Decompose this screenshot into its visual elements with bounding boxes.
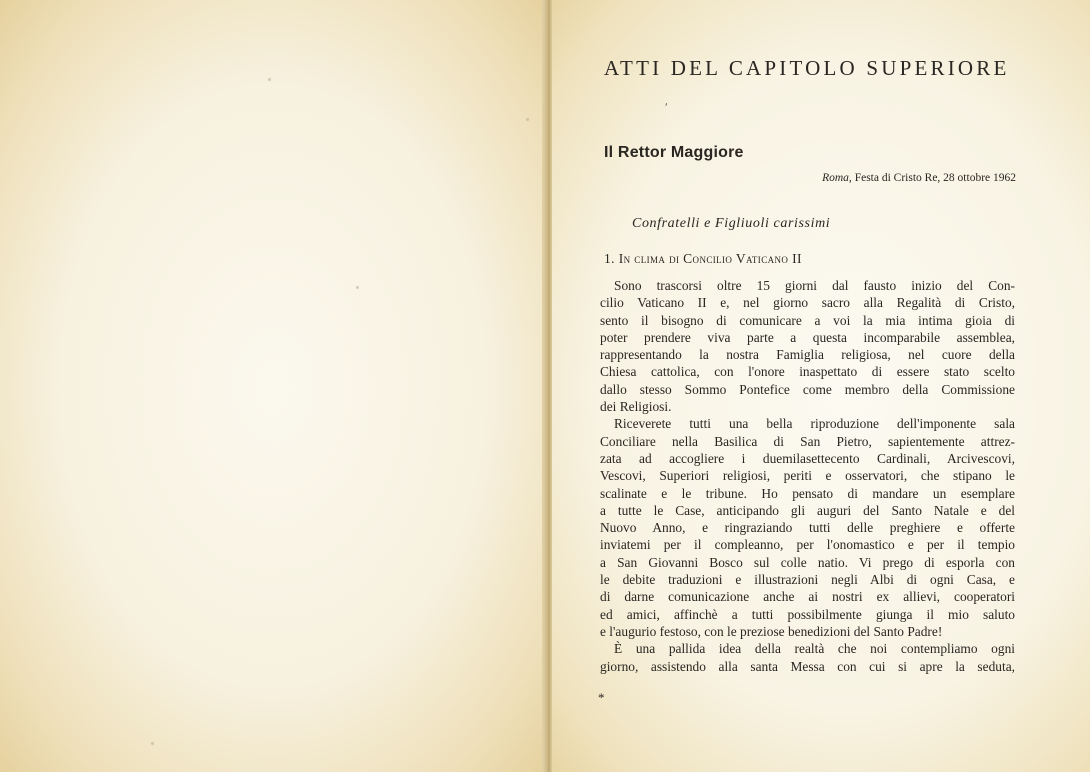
text-line: È una pallida idea della realtà che noi contempliamo ogni <box>614 641 1015 657</box>
text-line: Nuovo Anno, e ringraziando tutti delle preghiere e offerte <box>600 520 1015 536</box>
section-heading <box>604 251 802 267</box>
text-line: dei Religiosi. <box>600 399 672 415</box>
paragraph-1 <box>600 277 1015 415</box>
paper-speck <box>268 78 271 81</box>
text-line: dallo stesso Sommo Pontefice come membro della Commissione <box>600 381 1015 397</box>
right-page <box>552 0 1090 772</box>
text-line: inviatemi per il compleanno, per l'onomastico e per il tempio <box>600 537 1015 553</box>
body-text <box>600 277 1015 675</box>
text-line: Sono trascorsi oltre 15 giorni dal fausto inizio del Con- <box>614 278 1015 293</box>
text-line: sento il bisogno di comunicare a voi la mia intima gioia di <box>600 312 1015 328</box>
section-title: Il Rettor Maggiore <box>604 144 744 161</box>
text-line: Conciliare nella Basilica di San Pietro, sapientemente attrez- <box>600 433 1015 449</box>
paragraph-3 <box>600 640 1015 675</box>
footnote-mark: * <box>598 690 605 705</box>
dateline <box>604 172 1016 184</box>
text-line: e l'augurio festoso, con le preziose benedizioni del Santo Padre! <box>600 623 943 639</box>
printer-ornament: ⸴ <box>665 97 668 109</box>
text-line: a San Giovanni Bosco sul colle natio. Vi prego di esporla con <box>600 554 1015 570</box>
text-line: zata ad accogliere i duemilasettecento Cardinali, Arcivescovi, <box>600 450 1015 466</box>
text-line: scalinate e le tribune. Ho pensato di mandare un esemplare <box>600 485 1015 501</box>
dateline-rest: Festa di Cristo Re, 28 ottobre 1962 <box>854 172 1016 184</box>
text-line: le debite traduzioni e illustrazioni negli Albi di ogni Casa, e <box>600 572 1015 588</box>
salutation: Confratelli e Figliuoli carissimi <box>632 216 831 231</box>
text-line: cilio Vaticano II e, nel giorno sacro alla Regalità di Cristo, <box>600 295 1015 311</box>
text-line: Chiesa cattolica, con l'onore inaspettato di essere stato scelto <box>600 364 1015 380</box>
text-line: a tutte le Case, anticipando gli auguri del Santo Natale e del <box>600 502 1015 518</box>
text-line: poter prendere viva parte a questa incomparabile assemblea, <box>600 329 1015 345</box>
text-line: rappresentando la nostra Famiglia religiosa, nel cuore della <box>600 347 1015 363</box>
heading-text: In clima di Concilio Vaticano II <box>618 251 802 266</box>
running-head: ATTI DEL CAPITOLO SUPERIORE <box>604 56 1010 80</box>
text-line: ed amici, affinchè a tutti possibilmente giunga il mio saluto <box>600 606 1015 622</box>
dateline-place: Roma, <box>822 172 852 184</box>
paragraph-2 <box>600 415 1015 640</box>
text-line: Riceverete tutti una bella riproduzione dell'imponente sala <box>614 416 1015 432</box>
paper-speck <box>356 286 359 289</box>
text-line: di darne comunicazione anche ai nostri ex allievi, cooperatori <box>600 589 1015 605</box>
text-line: Vescovi, Superiori religiosi, periti e osservatori, che stipano le <box>600 468 1015 484</box>
paper-speck <box>526 118 529 121</box>
text-line: giorno, assistendo alla santa Messa con cui si apre la seduta, <box>600 658 1015 674</box>
paper-speck <box>151 742 154 745</box>
heading-number: 1. <box>604 251 615 266</box>
